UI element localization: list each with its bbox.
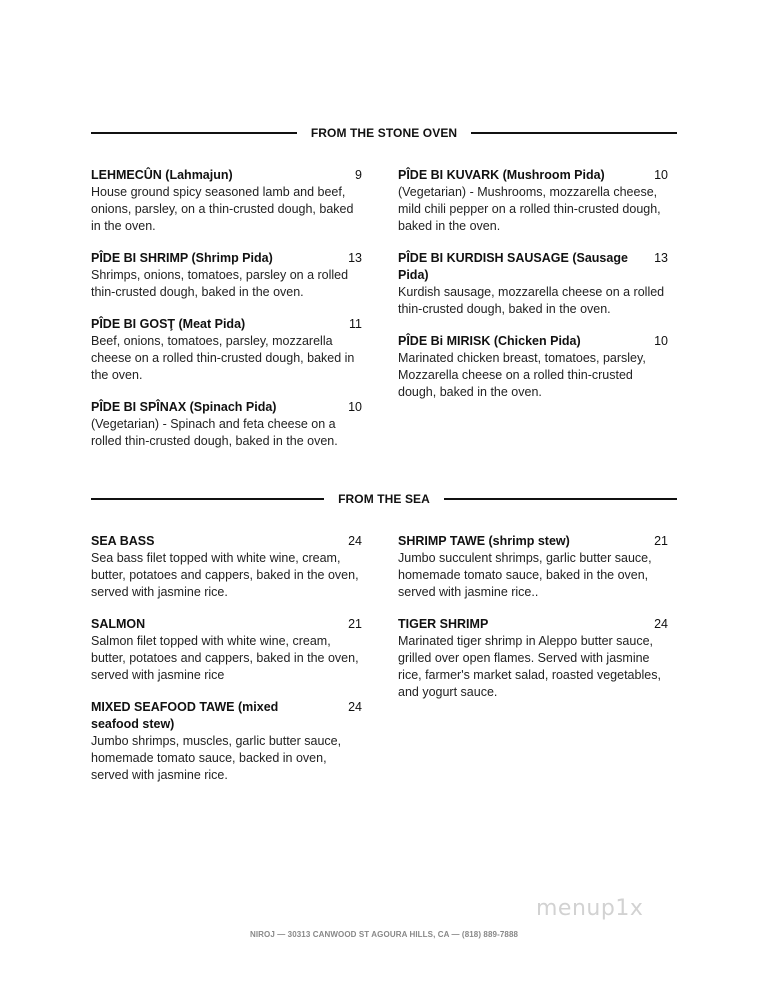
stone-oven-left-column: [91, 167, 362, 465]
item-price: 24: [348, 700, 362, 714]
section-title: FROM THE SEA: [338, 492, 430, 506]
section-header-sea: [91, 489, 677, 509]
item-name: PÎDE BI KUVARK (Mushroom Pida): [398, 168, 605, 182]
divider-rule: [91, 498, 324, 500]
item-price: 11: [349, 317, 362, 331]
item-name: PÎDE BI KURDISH SAUSAGE (Sausage Pida): [398, 251, 628, 282]
item-name: LEHMECÛN (Lahmajun): [91, 168, 233, 182]
menu-item: [91, 167, 362, 235]
item-description: Kurdish sausage, mozzarella cheese on a rolled thin-crusted dough, baked in the oven.: [398, 285, 665, 316]
item-description: House ground spicy seasoned lamb and beef, onions, parsley, on a thin-crusted dough, baked in the oven.: [91, 185, 354, 233]
item-description: Jumbo shrimps, muscles, garlic butter sauce, homemade tomato sauce, backed in oven, served with jasmine rice.: [91, 734, 342, 782]
item-name: PÎDE BI GOSŢ (Meat Pida): [91, 317, 246, 331]
item-name: PÎDE BI SHRIMP (Shrimp Pida): [91, 251, 273, 265]
item-name: PÎDE BI SPÎNAX (Spinach Pida): [91, 400, 277, 414]
menu-item: [398, 533, 668, 601]
menu-item: [91, 699, 362, 784]
item-description: Jumbo succulent shrimps, garlic butter sauce, homemade tomato sauce, baked in the oven, served with jasmine rice..: [398, 551, 652, 599]
item-price: 10: [348, 400, 362, 414]
menu-item: [91, 616, 362, 684]
item-description: (Vegetarian) - Mushrooms, mozzarella cheese, mild chili pepper on a rolled thin-crusted dough, baked in the oven.: [398, 185, 661, 233]
menu-item: [398, 333, 668, 401]
item-name: TIGER SHRIMP: [398, 617, 489, 631]
item-description: Salmon filet topped with white wine, cream, butter, potatoes and cappers, baked in the oven, served with jasmine rice: [91, 634, 359, 682]
menu-item: [398, 250, 668, 318]
item-price: 21: [654, 534, 668, 548]
item-description: (Vegetarian) - Spinach and feta cheese on a rolled thin-crusted dough, baked in the oven.: [91, 417, 338, 448]
item-description: Marinated chicken breast, tomatoes, parsley, Mozzarella cheese on a rolled thin-crusted dough, baked in the oven.: [398, 351, 646, 399]
section-header-stone-oven: [91, 123, 677, 143]
menu-item: [398, 616, 668, 701]
item-price: 10: [654, 168, 668, 182]
footer-address: NIROJ — 30313 CANWOOD ST AGOURA HILLS, CA — (818) 889-7888: [249, 930, 519, 939]
section-title: FROM THE STONE OVEN: [310, 126, 458, 140]
divider-rule: [91, 132, 297, 134]
menu-item: [91, 533, 362, 601]
item-name: SALMON: [91, 617, 146, 631]
item-price: 21: [348, 617, 362, 631]
item-name: PÎDE Bi MIRISK (Chicken Pida): [398, 334, 581, 348]
item-price: 10: [654, 334, 668, 348]
item-name: SHRIMP TAWE (shrimp stew): [398, 534, 570, 548]
divider-rule: [471, 132, 677, 134]
item-description: Marinated tiger shrimp in Aleppo butter sauce, grilled over open flames. Served with jasmine rice, farmer's market salad, roasted vegetables, and yogurt sauce.: [398, 634, 661, 699]
item-price: 24: [348, 534, 362, 548]
item-price: 13: [348, 251, 362, 265]
item-price: 9: [355, 168, 362, 182]
item-name: MIXED SEAFOOD TAWE (mixed seafood stew): [91, 700, 279, 731]
menu-item: [398, 167, 668, 235]
sea-right-column: [398, 533, 668, 716]
stone-oven-right-column: [398, 167, 668, 416]
item-description: Sea bass filet topped with white wine, cream, butter, potatoes and cappers, baked in the oven, served with jasmine rice.: [91, 551, 359, 599]
item-description: Beef, onions, tomatoes, parsley, mozzarella cheese on a rolled thin-crusted dough, baked in the oven.: [91, 334, 355, 382]
item-description: Shrimps, onions, tomatoes, parsley on a rolled thin-crusted dough, baked in the oven.: [91, 268, 349, 299]
menu-item: [91, 399, 362, 450]
item-price: 13: [654, 251, 668, 265]
menu-item: [91, 250, 362, 301]
menu-item: [91, 316, 362, 384]
item-name: SEA BASS: [91, 534, 155, 548]
menupix-watermark: menup1x: [536, 896, 644, 921]
divider-rule: [444, 498, 677, 500]
item-price: 24: [654, 617, 668, 631]
sea-left-column: [91, 533, 362, 799]
